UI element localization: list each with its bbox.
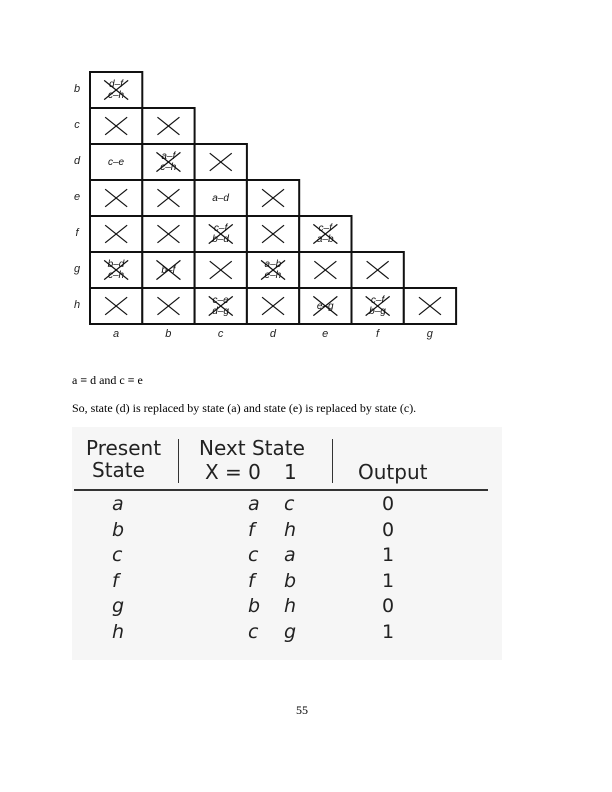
cell-x1: c: [284, 493, 295, 515]
implied-pairs-h-e: [299, 301, 351, 312]
implied-pairs-d-a: [90, 157, 142, 168]
cell-state: a: [112, 493, 124, 515]
implied-pairs-g-d: [247, 259, 299, 281]
column-label-g: g: [426, 328, 433, 340]
x-zero-label: X = 0: [205, 460, 261, 484]
implied-pair: a–f: [161, 151, 176, 162]
cell-state: g: [112, 595, 125, 617]
implied-pair: c–h: [160, 162, 177, 173]
cell-x1: h: [284, 595, 297, 617]
cell-output: 0: [382, 518, 395, 541]
row-label-g: g: [73, 263, 81, 275]
implied-pair: c–e: [212, 295, 229, 306]
cell-x1: g: [284, 620, 297, 643]
x-one-label: 1: [284, 460, 297, 484]
cell-x1: b: [284, 569, 297, 592]
implied-pair: a–d: [212, 192, 229, 204]
cell-x0: c: [248, 544, 259, 566]
present-state-header: Present State: [86, 436, 162, 482]
implied-pair: a–b: [316, 234, 334, 245]
implied-pairs-g-b: [142, 265, 194, 276]
implied-pair: b–g: [369, 306, 386, 317]
implied-pair: c–e: [107, 156, 125, 168]
row-label-b: b: [73, 83, 81, 95]
implied-pair: e–h: [264, 270, 282, 281]
implied-pairs-f-e: [299, 223, 351, 245]
row-label-d: d: [73, 155, 81, 167]
header-rule: [74, 489, 488, 491]
cell-x0: b: [248, 595, 261, 617]
implied-pair: b–f: [161, 264, 176, 276]
implied-pair: d–f: [109, 79, 123, 90]
column-label-a: a: [112, 328, 120, 340]
cell-state: f: [112, 569, 119, 592]
implied-pair: c–f: [370, 295, 385, 306]
cell-x1: a: [284, 544, 296, 566]
cell-x0: c: [248, 620, 259, 643]
column-label-f: f: [375, 328, 380, 340]
implied-pair: d–g: [212, 306, 229, 317]
reduced-state-table: [72, 427, 502, 660]
cell-output: 1: [382, 620, 395, 643]
replacement-statement: So, state (d) is replaced by state (a) and state (e) is replaced by state (c).: [72, 401, 417, 415]
implied-pair: b–d: [107, 259, 125, 270]
implied-pair: c–f: [318, 223, 332, 234]
cell-output: 0: [382, 493, 395, 515]
output-header: Output: [358, 460, 428, 484]
implied-pair: b–d: [212, 234, 229, 245]
row-label-h: h: [73, 299, 81, 311]
cell-output: 0: [382, 595, 395, 617]
implied-pair: a–b: [264, 259, 282, 270]
column-label-e: e: [322, 328, 329, 340]
cell-state: h: [112, 620, 125, 643]
row-label-e: e: [73, 191, 81, 203]
header-divider: [178, 439, 179, 483]
page-number: 55: [296, 703, 308, 717]
cell-output: 1: [382, 544, 395, 566]
cell-state: c: [112, 544, 123, 566]
row-label-f: f: [75, 227, 79, 239]
next-state-header: Next State: [199, 436, 305, 460]
cell-state: b: [112, 518, 125, 541]
header-divider: [332, 439, 333, 483]
cell-output: 1: [382, 569, 395, 592]
implication-chart: [62, 65, 460, 355]
equivalence-statement: a ≡ d and c ≡ e: [72, 373, 143, 387]
implied-pair: c–h: [107, 90, 125, 101]
column-label-b: b: [165, 328, 172, 340]
implied-pairs-e-c: [195, 193, 247, 204]
cell-x0: f: [248, 518, 255, 541]
implied-pairs-f-c: [195, 223, 247, 245]
implied-pairs-h-c: [195, 295, 247, 317]
cell-x0: a: [248, 493, 260, 515]
column-label-d: d: [269, 328, 276, 340]
implied-pair: c–h: [107, 270, 125, 281]
implied-pairs-g-a: [90, 259, 142, 281]
implied-pairs-d-b: [142, 151, 194, 173]
implied-pairs-b-a: [90, 79, 142, 101]
cell-x1: h: [284, 518, 297, 541]
implied-pair: e–g: [316, 300, 334, 312]
cell-x0: f: [248, 569, 255, 592]
implied-pairs-h-f: [352, 295, 404, 317]
row-label-c: c: [74, 119, 80, 131]
implied-pair: c–f: [213, 223, 228, 234]
column-label-c: c: [217, 328, 224, 340]
